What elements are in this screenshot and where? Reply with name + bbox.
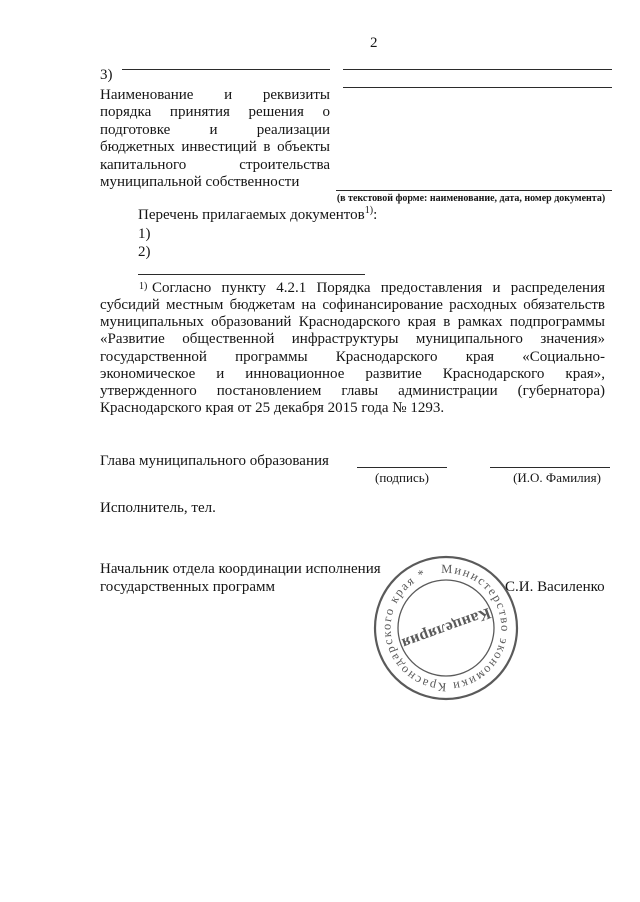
stamp-center-text: Канцелярия [399, 604, 493, 652]
approver-name: С.И. Василенко [505, 579, 605, 595]
signature-caption: (подпись) [375, 470, 429, 485]
section-3-left-rule [122, 69, 330, 70]
footnote-line: утвержденного постановлением главы администрации (губернатора) [100, 382, 605, 399]
section-3-title [100, 87, 330, 191]
section-3-value-caption: (в текстовой форме: наименование, дата, номер документа) [336, 193, 606, 204]
name-caption: (И.О. Фамилия) [513, 470, 601, 485]
signature-line [357, 467, 447, 468]
approver-title-line: Начальник отдела координации исполнения [100, 561, 381, 577]
footnote-line: экономическое и инновационное развитие Краснодарского края», [100, 365, 605, 382]
attachments-heading [138, 207, 377, 224]
section-3-title-line: муниципальной собственности [100, 173, 300, 190]
head-position-title: Глава муниципального образования [100, 453, 329, 469]
section-3-value-rule-2 [343, 87, 612, 88]
official-stamp [370, 552, 524, 706]
stamp-ring-text: Министерство экономики Краснодарского края * [379, 561, 513, 695]
footnote [100, 280, 605, 417]
footnote-marker: 1) [139, 281, 148, 292]
footnote-line: муниципальных образований Краснодарского края в рамках подпрограммы [100, 314, 605, 331]
section-3-label: 3) [100, 67, 113, 83]
attachments-footnote-ref: 1) [364, 205, 374, 216]
section-3-value-rule-1 [343, 69, 612, 70]
attachment-item: 1) [138, 226, 151, 242]
footnote-line: государственной программы Краснодарского края «Социально- [100, 348, 605, 365]
section-3-title-line: порядка принятия решения о [100, 104, 330, 121]
page-number: 2 [370, 35, 378, 51]
section-3-title-line: подготовке и реализации [100, 121, 330, 138]
attachments-heading-text: Перечень прилагаемых документов [138, 207, 365, 223]
section-3-title-line: Наименование и реквизиты [100, 87, 330, 103]
section-3-title-line: капитального строительства [100, 156, 330, 173]
attachments-heading-end: : [373, 207, 378, 223]
executor-label: Исполнитель, тел. [100, 500, 216, 516]
footnote-separator [138, 274, 365, 275]
section-3-value-rule-3 [336, 190, 612, 191]
footnote-line: субсидий местным бюджетам на софинансирование расходных обязательств [100, 297, 605, 314]
footnote-line: Согласно пункту 4.2.1 Порядка предоставления и распределения [152, 280, 605, 296]
footnote-line: «Развитие общественной инфраструктуры муниципального значения» [100, 331, 605, 348]
section-3-title-line: бюджетных инвестиций в объекты [100, 139, 330, 156]
footnote-line: Краснодарского края от 25 декабря 2015 года № 1293. [100, 399, 445, 416]
attachment-item: 2) [138, 244, 151, 260]
name-line [490, 467, 610, 468]
approver-title-line: государственных программ [100, 579, 276, 595]
